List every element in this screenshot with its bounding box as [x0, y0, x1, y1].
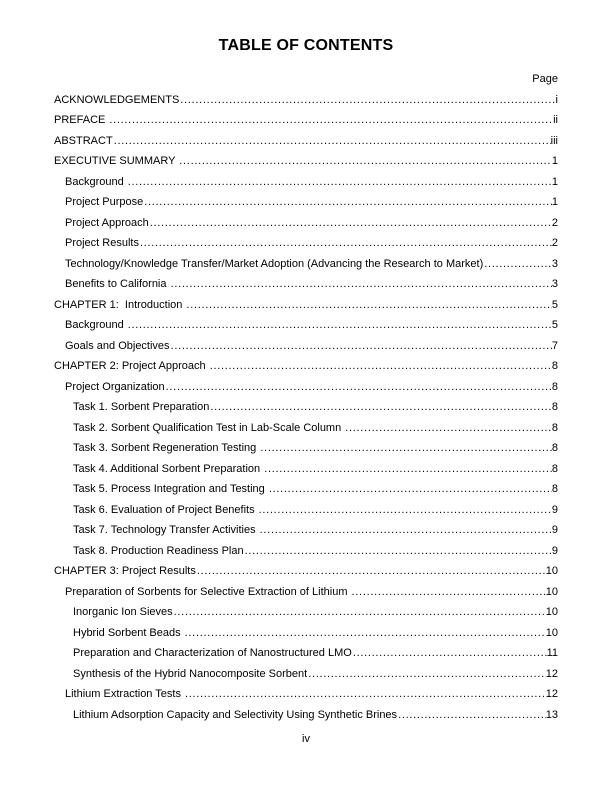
toc-entry[interactable] — [54, 544, 558, 558]
toc-entry[interactable] — [54, 462, 558, 476]
toc-entry-label: Task 4. Additional Sorbent Preparation — [73, 462, 264, 475]
toc-entry-label: Task 1. Sorbent Preparation — [73, 401, 210, 413]
toc-entry[interactable] — [54, 605, 558, 619]
toc-entry-label: Task 2. Sorbent Qualification Test in Lab-Scale Column — [73, 421, 345, 434]
toc-entry-page: 12 — [545, 688, 558, 700]
toc-entry[interactable] — [54, 298, 558, 312]
toc-entry-page: 1 — [551, 175, 558, 188]
toc-dot-leader — [307, 667, 546, 681]
table-of-contents — [54, 72, 558, 722]
toc-entry-page: 8 — [551, 401, 558, 413]
toc-entry-label: Lithium Extraction Tests — [65, 688, 185, 700]
page-title: TABLE OF CONTENTS — [218, 37, 394, 54]
toc-dot-leader — [259, 523, 552, 537]
toc-entry-label: Background — [65, 175, 127, 188]
toc-entry-page: 8 — [551, 380, 558, 393]
toc-entry-label: Inorganic Ion Sieves — [73, 606, 173, 618]
toc-entry-label: Task 8. Production Readiness Plan — [73, 544, 244, 557]
toc-entry-label: Benefits to California — [65, 278, 170, 290]
toc-entry-page: 2 — [551, 216, 558, 229]
toc-dot-leader — [263, 462, 552, 476]
toc-entry-page: 3 — [551, 257, 558, 270]
toc-entry[interactable] — [54, 646, 558, 660]
toc-entry[interactable] — [54, 503, 558, 517]
toc-entry-page: 1 — [551, 196, 558, 208]
toc-dot-leader — [184, 626, 546, 640]
toc-entry-label: Project Results — [65, 237, 139, 249]
toc-entry-label: Task 6. Evaluation of Project Benefits — [73, 503, 258, 516]
toc-entry-page: 11 — [546, 647, 558, 659]
toc-entry-page: 7 — [551, 339, 558, 352]
toc-entry-label: Background — [65, 319, 127, 331]
toc-entry-page: ii — [553, 114, 558, 126]
toc-entry-label: Project Approach — [65, 216, 149, 229]
toc-entry-label: Preparation of Sorbents for Selective Extraction of Lithium — [65, 585, 351, 598]
toc-entry[interactable] — [54, 134, 558, 148]
toc-entry[interactable] — [54, 277, 558, 291]
toc-entry-label: CHAPTER 2: Project Approach — [54, 360, 209, 372]
toc-entry-label: Task 3. Sorbent Regeneration Testing — [73, 442, 260, 454]
toc-entry-page: 9 — [551, 544, 558, 557]
toc-entry[interactable] — [54, 236, 558, 250]
toc-dot-leader — [344, 421, 552, 435]
toc-entry-page: 2 — [551, 237, 558, 249]
page-column-header: Page — [532, 73, 558, 85]
toc-dot-leader — [352, 646, 547, 660]
toc-entry[interactable] — [54, 687, 558, 701]
toc-dot-leader — [139, 236, 552, 250]
toc-entry[interactable] — [54, 339, 558, 353]
toc-entry[interactable] — [54, 113, 558, 127]
toc-entry-page: 8 — [551, 442, 558, 454]
toc-entry-label: Synthesis of the Hybrid Nanocomposite Sorbent — [73, 667, 308, 680]
toc-entry-label: Lithium Adsorption Capacity and Selectivity Using Synthetic Brines — [73, 708, 398, 721]
toc-entry[interactable] — [54, 154, 558, 168]
toc-dot-leader — [268, 482, 552, 496]
toc-dot-leader — [149, 216, 552, 230]
toc-entry-label: Technology/Knowledge Transfer/Market Adoption (Advancing the Research to Market) — [65, 257, 484, 270]
toc-dot-leader — [244, 544, 552, 558]
toc-entry[interactable] — [54, 257, 558, 271]
toc-entry-page: 5 — [551, 319, 558, 331]
toc-entry-label: Project Purpose — [65, 196, 144, 208]
toc-entry-page: 8 — [551, 360, 558, 372]
toc-entry-page: 8 — [551, 483, 558, 495]
toc-entry[interactable] — [54, 421, 558, 435]
toc-dot-leader — [143, 195, 552, 209]
toc-entry[interactable] — [54, 93, 558, 107]
toc-dot-leader — [108, 113, 553, 127]
toc-entry[interactable] — [54, 380, 558, 394]
toc-dot-leader — [185, 298, 551, 312]
toc-entry-page: 5 — [551, 298, 558, 311]
toc-dot-leader — [179, 93, 555, 107]
toc-entry[interactable] — [54, 216, 558, 230]
toc-entry[interactable] — [54, 175, 558, 189]
toc-entry[interactable] — [54, 195, 558, 209]
toc-entry-label: ACKNOWLEDGEMENTS — [54, 93, 180, 106]
toc-entry-page: 12 — [545, 667, 558, 680]
toc-dot-leader — [397, 708, 546, 722]
toc-entry-page: 8 — [551, 421, 558, 434]
toc-dot-leader — [165, 380, 552, 394]
toc-dot-leader — [127, 175, 552, 189]
toc-dot-leader — [209, 400, 552, 414]
toc-entry-page: 8 — [551, 462, 558, 475]
toc-dot-leader — [170, 339, 552, 353]
toc-entry-label: Preparation and Characterization of Nanostructured LMO — [73, 647, 352, 659]
toc-entry-page: 9 — [551, 524, 558, 536]
toc-entry-list — [54, 93, 558, 722]
toc-entry-label: Goals and Objectives — [65, 339, 170, 352]
toc-dot-leader — [113, 134, 551, 148]
toc-entry[interactable] — [54, 626, 558, 640]
toc-entry-label: EXECUTIVE SUMMARY — [54, 155, 179, 167]
toc-dot-leader — [170, 277, 552, 291]
toc-entry[interactable] — [54, 482, 558, 496]
toc-dot-leader — [258, 503, 552, 517]
toc-entry-page: 10 — [545, 606, 558, 618]
toc-dot-leader — [178, 154, 552, 168]
toc-entry[interactable] — [54, 667, 558, 681]
toc-dot-leader — [259, 441, 552, 455]
toc-entry-page: 1 — [551, 155, 558, 167]
toc-entry-label: Hybrid Sorbent Beads — [73, 626, 184, 639]
toc-dot-leader — [209, 359, 552, 373]
toc-entry-label: PREFACE — [54, 114, 109, 126]
toc-entry[interactable] — [54, 585, 558, 599]
toc-dot-leader — [173, 605, 546, 619]
toc-entry-label: Task 5. Process Integration and Testing — [73, 483, 268, 495]
toc-entry[interactable] — [54, 318, 558, 332]
toc-entry-page: 9 — [551, 503, 558, 516]
toc-entry[interactable] — [54, 523, 558, 537]
toc-entry-label: ABSTRACT — [54, 134, 113, 147]
toc-entry-label: CHAPTER 1: Introduction — [54, 298, 186, 311]
toc-dot-leader — [184, 687, 546, 701]
toc-entry[interactable] — [54, 564, 558, 578]
toc-entry-page: 10 — [545, 585, 558, 598]
toc-dot-leader — [127, 318, 552, 332]
toc-entry[interactable] — [54, 400, 558, 414]
toc-entry[interactable] — [54, 359, 558, 373]
toc-entry-label: CHAPTER 3: Project Results — [54, 565, 196, 577]
toc-entry-label: Project Organization — [65, 380, 165, 393]
footer-page-number: iv — [302, 733, 310, 745]
toc-entry-label: Task 7. Technology Transfer Activities — [73, 524, 259, 536]
toc-entry-page: 3 — [551, 278, 558, 290]
toc-entry-page: iii — [550, 134, 558, 147]
toc-entry[interactable] — [54, 441, 558, 455]
toc-entry[interactable] — [54, 708, 558, 722]
toc-entry-page: 13 — [545, 708, 558, 721]
toc-entry-page: 10 — [545, 565, 558, 577]
toc-dot-leader — [483, 257, 552, 271]
toc-entry-page: i — [555, 93, 558, 106]
toc-dot-leader — [351, 585, 546, 599]
toc-entry-page: 10 — [545, 626, 558, 639]
toc-dot-leader — [196, 564, 546, 578]
